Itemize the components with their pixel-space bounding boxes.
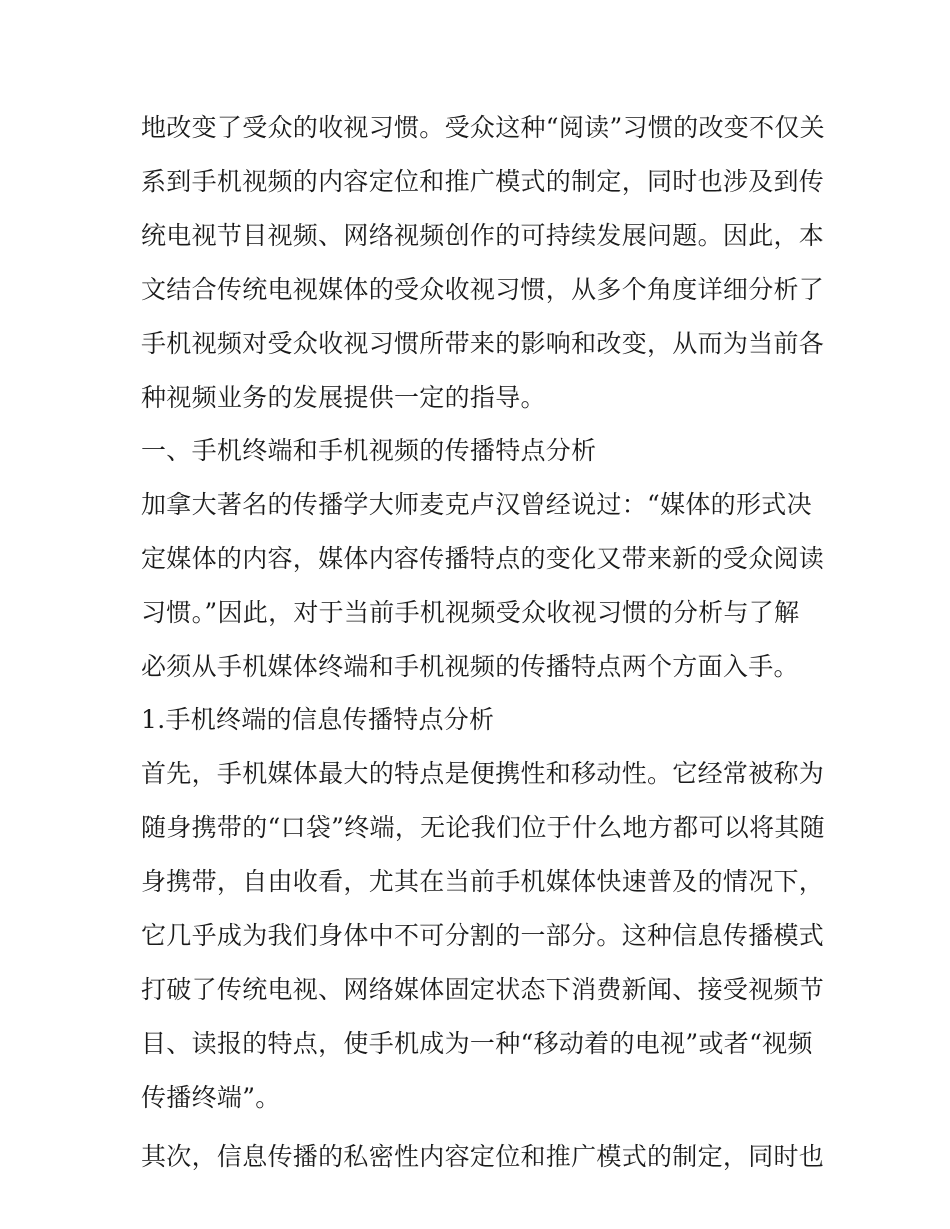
text-line: 身携带，自由收看，尤其在当前手机媒体快速普及的情况下，: [141, 867, 825, 896]
text-line: 统电视节目视频、网络视频创作的可持续发展问题。因此，本: [141, 221, 825, 250]
text-line: 必须从手机媒体终端和手机视频的传播特点两个方面入手。: [141, 652, 799, 681]
text-line: 其次，信息传播的私密性内容定位和推广模式的制定，同时也: [141, 1142, 825, 1171]
text-line: 文结合传统电视媒体的受众收视习惯，从多个角度详细分析了: [141, 275, 825, 304]
text-line: 地改变了受众的收视习惯。受众这种“阅读”习惯的改变不仅关: [141, 113, 825, 142]
text-line: 首先，手机媒体最大的特点是便携性和移动性。它经常被称为: [141, 759, 825, 788]
text-line: 打破了传统电视、网络媒体固定状态下消费新闻、接受视频节: [141, 975, 825, 1004]
text-line: 系到手机视频的内容定位和推广模式的制定，同时也涉及到传: [141, 167, 825, 196]
text-line: 定媒体的内容，媒体内容传播特点的变化又带来新的受众阅读: [141, 544, 825, 573]
text-line: 它几乎成为我们身体中不可分割的一部分。这种信息传播模式: [141, 921, 825, 950]
text-line: 目、读报的特点，使手机成为一种“移动着的电视”或者“视频: [141, 1029, 813, 1058]
text-line: 加拿大著名的传播学大师麦克卢汉曾经说过：“媒体的形式决: [141, 490, 812, 519]
text-line: 手机视频对受众收视习惯所带来的影响和改变，从而为当前各: [141, 329, 825, 358]
section-heading: 一、手机终端和手机视频的传播特点分析: [141, 436, 597, 465]
text-line: 传播终端”。: [141, 1083, 281, 1112]
text-line: 随身携带的“口袋”终端，无论我们位于什么地方都可以将其随: [141, 813, 825, 842]
text-line: 种视频业务的发展提供一定的指导。: [141, 383, 546, 412]
text-line: 习惯。”因此，对于当前手机视频受众收视习惯的分析与了解: [141, 598, 800, 627]
subsection-heading: 1.手机终端的信息传播特点分析: [141, 705, 495, 734]
